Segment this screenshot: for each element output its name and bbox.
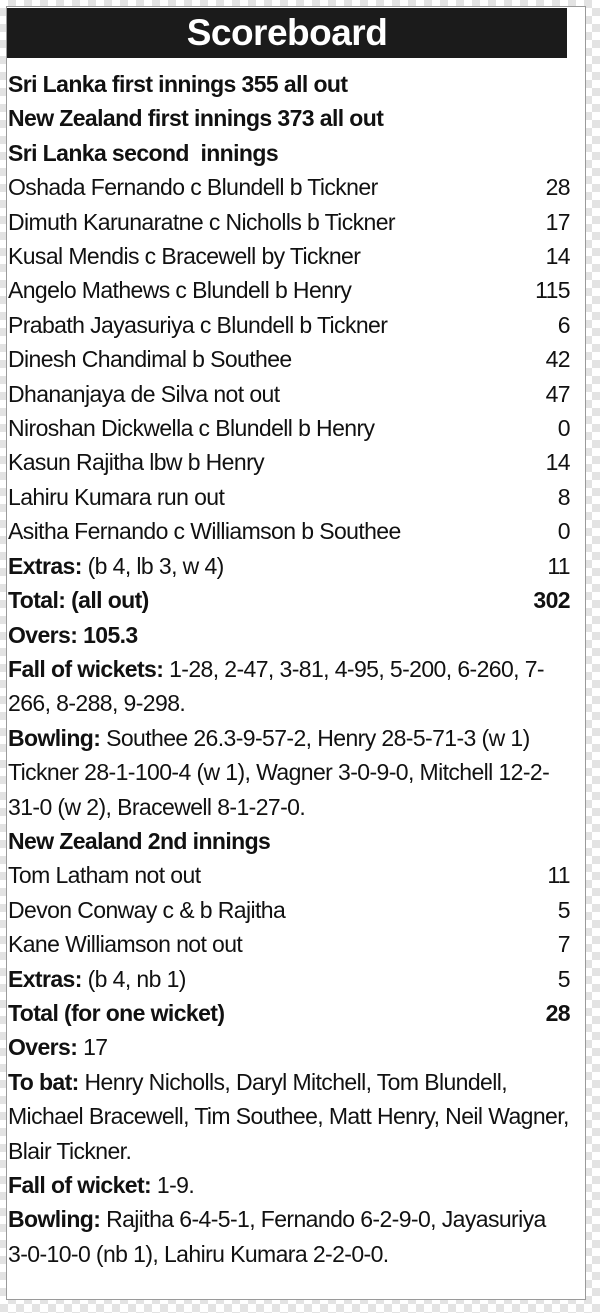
batsman-name: Niroshan Dickwella c Blundell b Henry (8, 415, 375, 442)
nz-overs-text: 17 (77, 1034, 108, 1061)
nz-second-innings-heading: New Zealand 2nd innings (8, 827, 271, 854)
sl-fow-text: 1-28, 2-47, 3-81, 4-95, 5-200, 6-260, 7-266, 8-288, 9-298. (8, 655, 544, 717)
batsman-row (8, 273, 570, 307)
batsman-row (8, 858, 570, 892)
batsman-name: Oshada Fernando c Blundell b Tickner (8, 174, 378, 201)
batsman-name: Dimuth Karunaratne c Nicholls b Tickner (8, 208, 395, 235)
nz-batting-list (8, 858, 570, 961)
sl-bowling (8, 721, 570, 824)
scoreboard-content (8, 67, 570, 1271)
batsman-row (8, 927, 570, 961)
batsman-runs: 115 (535, 277, 570, 304)
nz-bowling (8, 1202, 570, 1271)
sl-fow-label: Fall of wickets: (8, 655, 164, 682)
nz-to-bat (8, 1065, 570, 1168)
batsman-row (8, 411, 570, 445)
sl-extras-row (8, 549, 570, 583)
sl-bowling-text: Southee 26.3-9-57-2, Henry 28-5-71-3 (w 1) Tickner 28-1-100-4 (w 1), Wagner 3-0-9-0, Mitchell 12-2-31-0 (w 2), Bracewell 8-1-27-0. (8, 724, 550, 820)
batsman-row (8, 342, 570, 376)
batsman-row (8, 377, 570, 411)
batsman-runs: 14 (545, 243, 570, 270)
batsman-row (8, 480, 570, 514)
nz-overs-label: Overs: (8, 1034, 78, 1061)
batsman-row (8, 308, 570, 342)
batsman-runs: 8 (557, 483, 570, 510)
batsman-name: Asitha Fernando c Williamson b Southee (8, 518, 401, 545)
batsman-runs: 0 (557, 415, 570, 442)
batsman-name: Kane Williamson not out (8, 931, 243, 958)
nz-total-label: Total (for one wicket) (8, 999, 225, 1026)
nz-extras-label: Extras: (8, 965, 82, 992)
batsman-runs: 6 (557, 311, 570, 338)
sl-fall-of-wickets (8, 652, 570, 721)
batsman-name: Dhananjaya de Silva not out (8, 380, 280, 407)
batsman-row (8, 205, 570, 239)
nz-extras-row (8, 962, 570, 996)
batsman-name: Kusal Mendis c Bracewell by Tickner (8, 243, 361, 270)
nz-fow-label: Fall of wicket: (8, 1172, 152, 1198)
sl-batting-list (8, 170, 570, 548)
nz-to-bat-label: To bat: (8, 1068, 79, 1095)
sl-second-innings-heading: Sri Lanka second innings (8, 139, 279, 166)
batsman-runs: 14 (545, 449, 570, 476)
batsman-runs: 28 (545, 174, 570, 201)
sl-extras-label: Extras: (8, 552, 82, 579)
batsman-name: Lahiru Kumara run out (8, 483, 225, 510)
sl-extras-detail: (b 4, lb 3, w 4) (81, 552, 224, 579)
sl-bowling-label: Bowling: (8, 724, 101, 751)
nz-bowling-label: Bowling: (8, 1206, 101, 1233)
batsman-runs: 11 (547, 862, 570, 889)
batsman-row (8, 893, 570, 927)
sl-total-value: 302 (533, 587, 570, 614)
batsman-row (8, 514, 570, 548)
sl-overs: Overs: 105.3 (8, 621, 138, 648)
batsman-runs: 0 (557, 518, 570, 545)
scoreboard-title: Scoreboard (7, 8, 567, 58)
batsman-runs: 5 (557, 896, 570, 923)
batsman-runs: 7 (557, 931, 570, 958)
batsman-row (8, 170, 570, 204)
sl-first-innings-summary: Sri Lanka first innings 355 all out (8, 71, 348, 97)
batsman-row (8, 445, 570, 479)
nz-extras-detail: (b 4, nb 1) (81, 965, 186, 992)
batsman-name: Kasun Rajitha lbw b Henry (8, 449, 265, 476)
nz-bowling-text: Rajitha 6-4-5-1, Fernando 6-2-9-0, Jayasuriya 3-0-10-0 (nb 1), Lahiru Kumara 2-2-0-0. (8, 1206, 546, 1267)
sl-total-row (8, 583, 570, 617)
batsman-runs: 47 (545, 380, 570, 407)
batsman-runs: 17 (545, 208, 570, 235)
nz-extras-value: 5 (557, 965, 570, 992)
batsman-name: Angelo Mathews c Blundell b Henry (8, 277, 352, 304)
nz-total-value: 28 (545, 999, 570, 1026)
nz-total-row (8, 996, 570, 1030)
sl-total-label: Total: (all out) (8, 587, 149, 614)
nz-to-bat-text: Henry Nicholls, Daryl Mitchell, Tom Blundell, Michael Bracewell, Tim Southee, Matt Henry, Neil Wagner, Blair Tickner. (8, 1068, 569, 1164)
batsman-row (8, 239, 570, 273)
batsman-runs: 42 (545, 346, 570, 373)
batsman-name: Dinesh Chandimal b Southee (8, 346, 292, 373)
nz-fall-of-wicket (8, 1168, 570, 1202)
nz-fow-text: 1-9. (151, 1172, 195, 1198)
batsman-name: Devon Conway c & b Rajitha (8, 896, 286, 923)
batsman-name: Tom Latham not out (8, 862, 201, 889)
batsman-name: Prabath Jayasuriya c Blundell b Tickner (8, 311, 388, 338)
nz-overs (8, 1030, 570, 1064)
sl-extras-value: 11 (547, 552, 570, 579)
nz-first-innings-summary: New Zealand first innings 373 all out (8, 105, 384, 132)
